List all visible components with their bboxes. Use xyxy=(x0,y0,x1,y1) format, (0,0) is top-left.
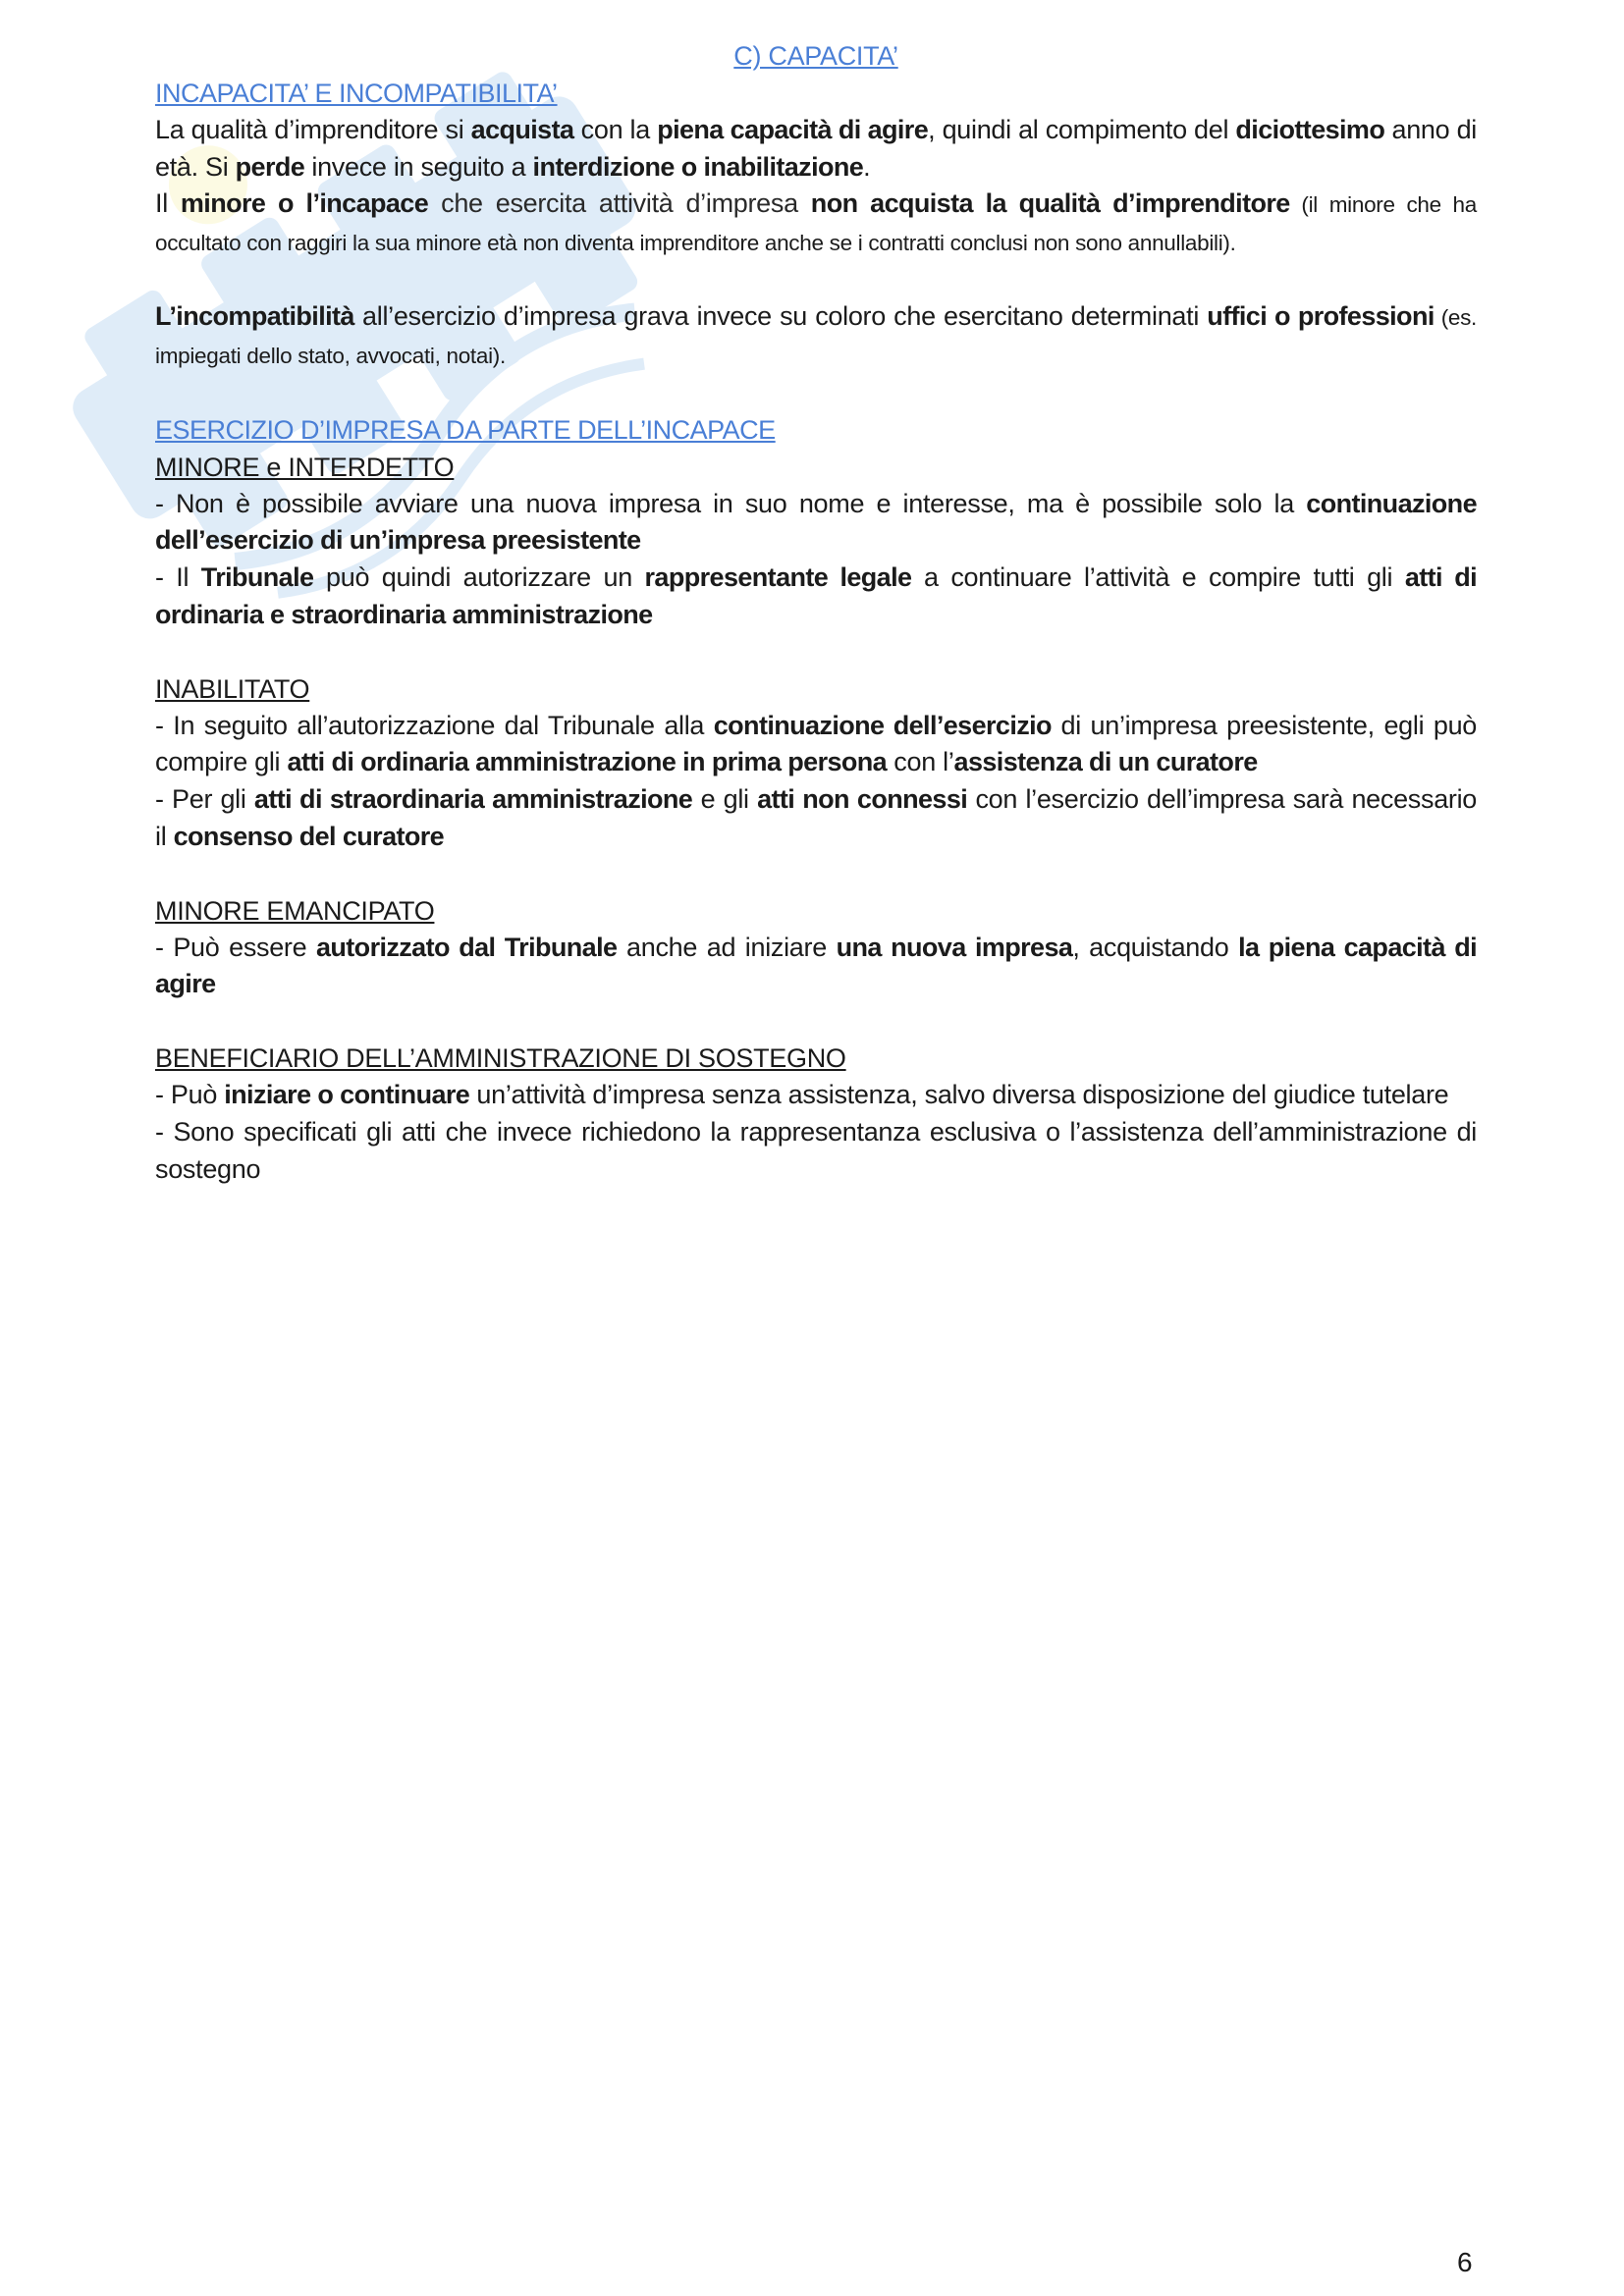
page-title: C) CAPACITA’ xyxy=(733,41,898,71)
item-minore-interdetto-1: - Non è possibile avviare una nuova impresa in suo nome e interesse, ma è possibile solo la continuazione dell’esercizio di un’impresa preesistente xyxy=(155,488,1477,556)
item-minore-emancipato-1: - Può essere autorizzato dal Tribunale anche ad iniziare una nuova impresa, acquistando la piena capacità di agire xyxy=(155,932,1477,999)
paragraph-acquisto-qualita: La qualità d’imprenditore si acquista con la piena capacità di agire, quindi al compimento del diciottesimo anno di età. Si perde invece in seguito a interdizione o inabilitazione. xyxy=(155,115,1477,182)
paragraph-minore-incapace: Il minore o l’incapace che esercita attività d’impresa non acquista la qualità d’imprenditore (il minore che ha occultato con raggiri la sua minore età non diventa imprenditore anche se i contratti conclusi non sono annullabili). xyxy=(155,188,1477,255)
spacer xyxy=(155,374,1477,411)
subheading-minore-interdetto: MINORE e INTERDETTO xyxy=(155,452,455,482)
item-beneficiario-1: - Può iniziare o continuare un’attività d’impresa senza assistenza, salvo diversa disposizione del giudice tutelare xyxy=(155,1080,1449,1110)
section-heading-incapacita: INCAPACITA’ E INCOMPATIBILITA’ xyxy=(155,79,558,108)
document-body xyxy=(155,37,1477,1188)
spacer xyxy=(155,261,1477,298)
page-number: 6 xyxy=(1457,2247,1473,2277)
paragraph-incompatibilita: L’incompatibilità all’esercizio d’impresa grava invece su coloro che esercitano determinati uffici o professioni (es. impiegati dello stato, avvocati, notai). xyxy=(155,300,1478,368)
subheading-inabilitato: INABILITATO xyxy=(155,673,310,704)
spacer xyxy=(155,633,1477,670)
subheading-minore-emancipato: MINORE EMANCIPATO xyxy=(155,895,435,926)
spacer xyxy=(155,1003,1477,1041)
subheading-beneficiario: BENEFICIARIO DELL’AMMINISTRAZIONE DI SOSTEGNO xyxy=(155,1043,846,1074)
item-inabilitato-1: - In seguito all’autorizzazione dal Tribunale alla continuazione dell’esercizio di un’impresa preesistente, egli può compire gli atti di ordinaria amministrazione in prima persona con l’assistenza di un curatore xyxy=(155,710,1478,777)
item-inabilitato-2: - Per gli atti di straordinaria amministrazione e gli atti non connessi con l’esercizio dell’impresa sarà necessario il consenso del curatore xyxy=(155,783,1478,851)
item-minore-interdetto-2: - Il Tribunale può quindi autorizzare un rappresentante legale a continuare l’attività e compire tutti gli atti di ordinaria e straordinaria amministrazione xyxy=(155,561,1478,629)
item-beneficiario-2: - Sono specificati gli atti che invece richiedono la rappresentanza esclusiva o l’assistenza dell’amministrazione di sostegno xyxy=(155,1117,1477,1184)
section-heading-esercizio: ESERCIZIO D’IMPRESA DA PARTE DELL’INCAPACE xyxy=(155,414,776,445)
spacer xyxy=(155,855,1477,892)
